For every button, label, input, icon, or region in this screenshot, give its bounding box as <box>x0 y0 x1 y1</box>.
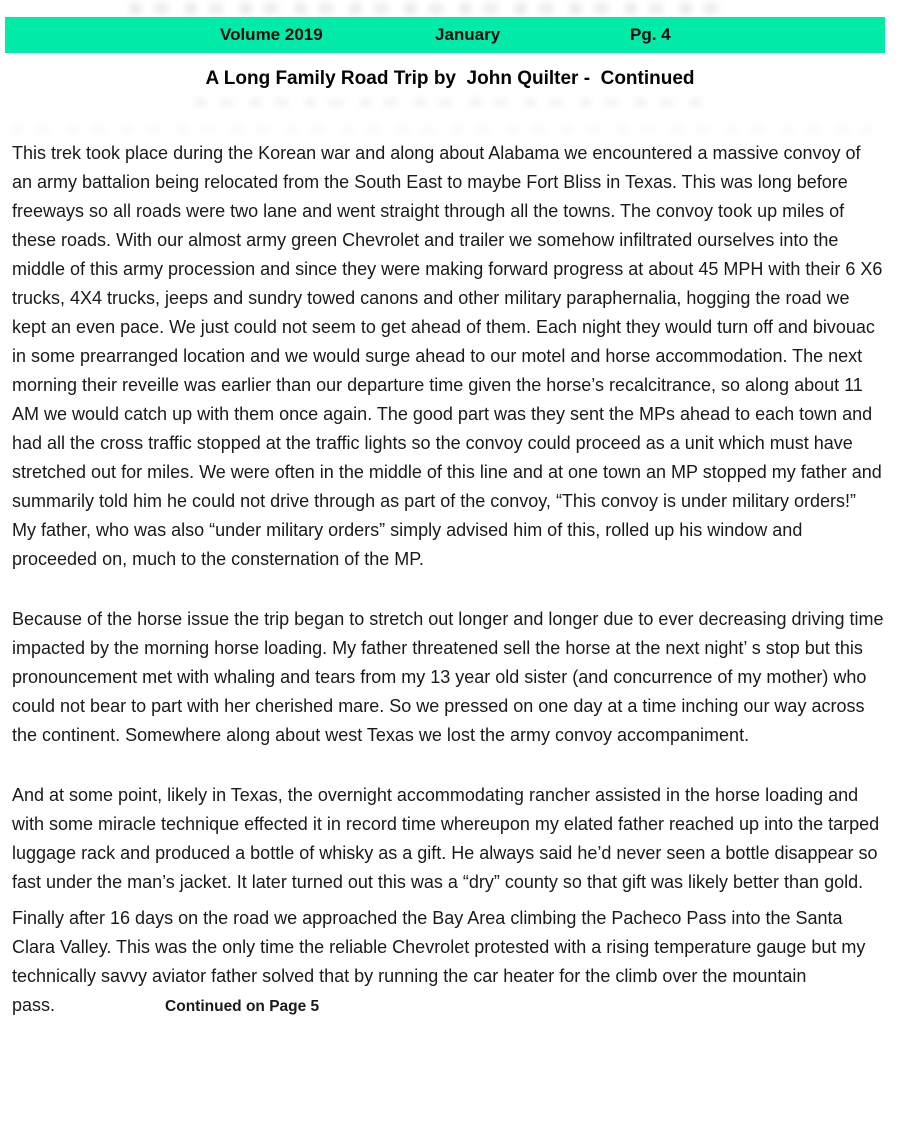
paragraph-4-text: Finally after 16 days on the road we approached the Bay Area climbing the Pacheco Pass into the Santa Clara Valley. This was the only time the reliable Chevrolet protested with a rising temperature gauge but my technically savvy aviator father solved that by running the car heater for the climb over the mountain pass. <box>12 908 866 1015</box>
month-label: January <box>435 25 501 44</box>
scan-artifact <box>195 98 710 107</box>
article-body <box>12 139 884 1021</box>
page-number-label: Pg. 4 <box>630 25 671 44</box>
paragraph-1: This trek took place during the Korean war and along about Alabama we encountered a massive convoy of an army battalion being relocated from the South East to maybe Fort Bliss in Texas. This was long before freeways so all roads were two lane and went straight through all the towns. The convoy took up miles of these roads. With our almost army green Chevrolet and trailer we somehow infiltrated ourselves into the middle of this army procession and since they were making forward progress at about 45 MPH with their 6 X6 trucks, 4X4 trucks, jeeps and sundry towed canons and other military paraphernalia, hogging the road we kept an even pace. We just could not seem to get ahead of them. Each night they would turn off and bivouac in some prearranged location and we would surge ahead to our motel and horse accommodation. The next morning their reveille was earlier than our departure time given the horse’s recalcitrance, so along about 11 AM we would catch up with them once again. The good part was they sent the MPs ahead to each town and had all the cross traffic stopped at the traffic lights so the convoy could proceed as a unit which must have stretched out for miles. We were often in the middle of this line and at one town an MP stopped my father and summarily told him he could not drive through as part of the convoy, “This convoy is under military orders!” My father, who was also “under military orders” simply advised him of this, rolled up his window and proceeded on, much to the consternation of the MP. <box>12 143 883 569</box>
scan-artifact <box>130 3 730 14</box>
volume-label: Volume 2019 <box>220 25 323 44</box>
paragraph-4 <box>12 904 884 1021</box>
scan-artifact <box>12 126 872 134</box>
header-bar <box>5 17 885 53</box>
article-title: A Long Family Road Trip by John Quilter - Continued <box>205 68 695 89</box>
continued-note: Continued on Page 5 <box>165 998 320 1015</box>
paragraph-3: And at some point, likely in Texas, the overnight accommodating rancher assisted in the horse loading and with some miracle technique effected it in record time whereupon my elated father reached up into the tarped luggage rack and produced a bottle of whisky as a gift. He always said he’d never seen a bottle disappear so fast under the man’s jacket. It later turned out this was a “dry” county so that gift was likely better than gold. <box>12 785 880 892</box>
paragraph-2: Because of the horse issue the trip began to stretch out longer and longer due to ever decreasing driving time impacted by the morning horse loading. My father threatened sell the horse at the next night’ s stop but this pronouncement met with whaling and tears from my 13 year old sister (and concurrence of my mother) who could not bear to part with her cherished mare. So we pressed on one day at a time inching our way across the continent. Somewhere along about west Texas we lost the army convoy accompaniment. <box>12 609 884 745</box>
